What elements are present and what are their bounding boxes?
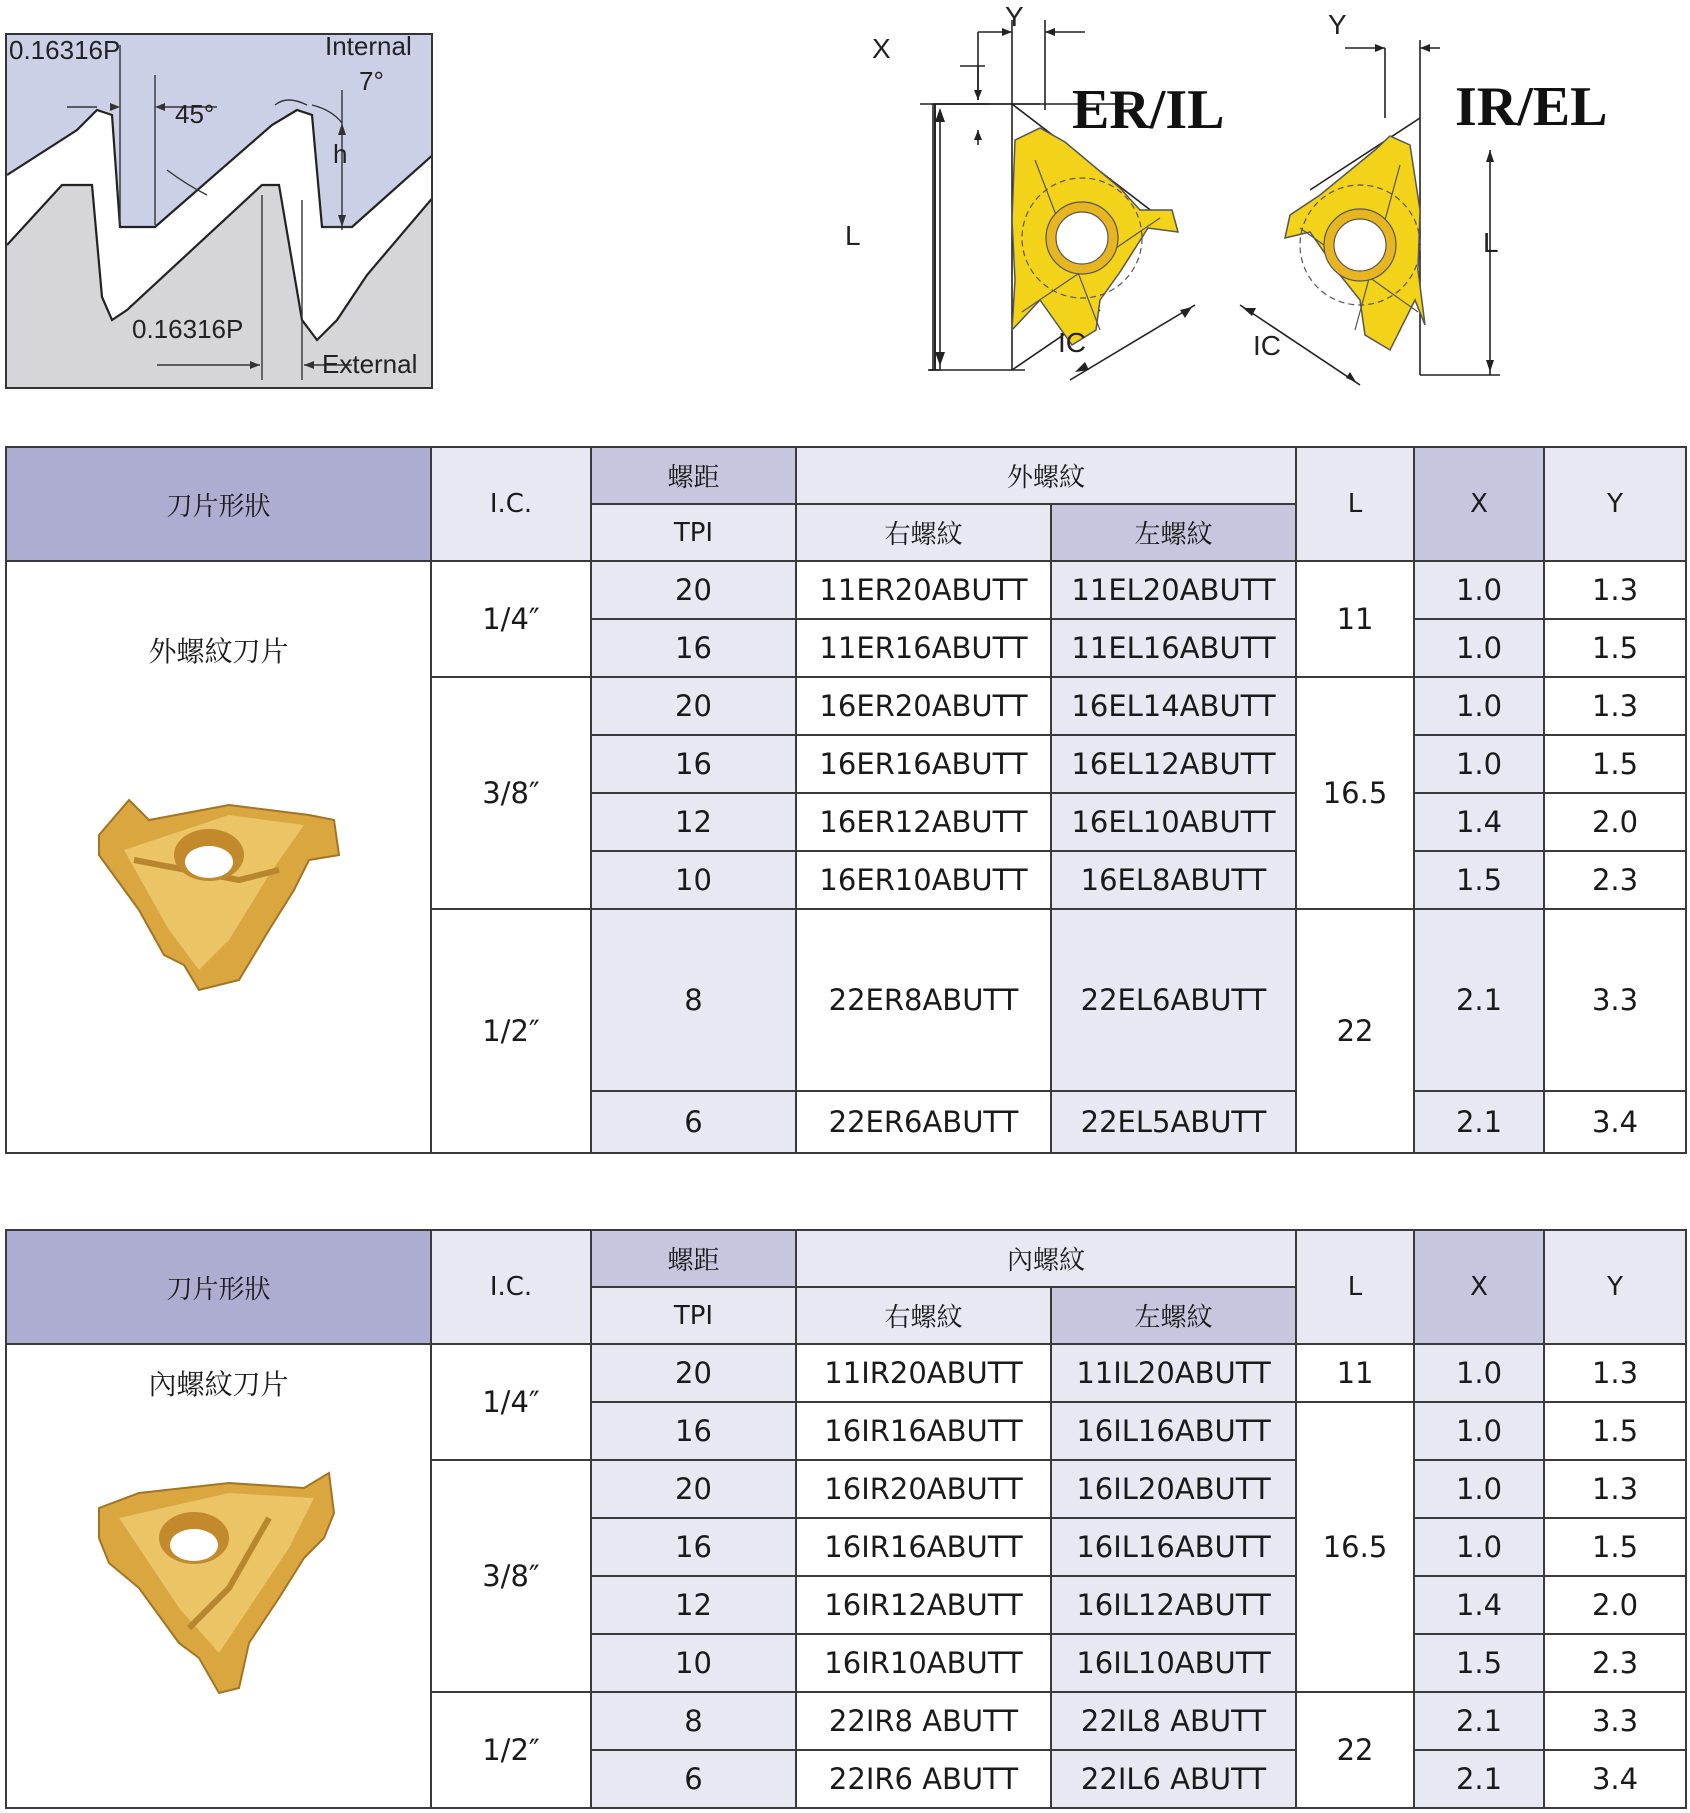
left-hand-cell: 22EL5ABUTT (1051, 1091, 1296, 1153)
right-hand-cell: 16ER16ABUTT (796, 735, 1051, 793)
y-cell: 1.5 (1544, 1402, 1686, 1460)
right-hand-cell: 22ER8ABUTT (796, 909, 1051, 1091)
tpi-cell: 16 (591, 735, 796, 793)
angle-45-label: 45° (175, 99, 215, 129)
right-hand-cell: 11IR20ABUTT (796, 1344, 1051, 1402)
y-cell: 3.4 (1544, 1091, 1686, 1153)
ir-el-insert-drawing (1285, 136, 1425, 350)
tpi-header: TPI (591, 504, 796, 561)
h-label: h (333, 139, 348, 169)
er-il-title: ER/IL (1072, 79, 1225, 141)
ic-cell: 1/4″ (431, 1344, 591, 1460)
ic-dim-label-left: IC (1058, 327, 1086, 358)
internal-insert-image (79, 1468, 359, 1708)
left-hand-cell: 16EL14ABUTT (1051, 677, 1296, 735)
l-header: L (1296, 447, 1414, 561)
ic-cell: 3/8″ (431, 1460, 591, 1692)
ic-dim-label-right: IC (1253, 330, 1281, 361)
er-il-insert-drawing (1012, 128, 1178, 345)
ir-el-title: IR/EL (1455, 76, 1608, 138)
tpi-cell: 8 (591, 1692, 796, 1750)
left-hand-cell: 11EL16ABUTT (1051, 619, 1296, 677)
pitch-top-label: 0.16316P (9, 35, 121, 65)
insert-dimension-diagram (800, 0, 1660, 400)
y-cell: 3.4 (1544, 1750, 1686, 1808)
pitch-bottom-label: 0.16316P (132, 314, 244, 344)
l-dim-label-left: L (845, 220, 861, 251)
angle-7-label: 7° (359, 66, 384, 96)
left-hand-cell: 16IL12ABUTT (1051, 1576, 1296, 1634)
l-cell: 22 (1296, 909, 1414, 1153)
l-cell: 22 (1296, 1692, 1414, 1808)
left-hand-cell: 16EL12ABUTT (1051, 735, 1296, 793)
internal-label: Internal (325, 35, 412, 61)
left-hand-cell: 22EL6ABUTT (1051, 909, 1296, 1091)
x-cell: 1.0 (1414, 735, 1544, 793)
right-hand-header: 右螺紋 (796, 1287, 1051, 1344)
right-hand-cell: 16ER12ABUTT (796, 793, 1051, 851)
thread-profile-drawing (7, 35, 433, 389)
right-hand-cell: 22ER6ABUTT (796, 1091, 1051, 1153)
tpi-cell: 20 (591, 677, 796, 735)
tpi-header: TPI (591, 1287, 796, 1344)
y-cell: 1.3 (1544, 1344, 1686, 1402)
x-header: X (1414, 447, 1544, 561)
tpi-cell: 16 (591, 619, 796, 677)
x-header: X (1414, 1230, 1544, 1344)
left-hand-cell: 11EL20ABUTT (1051, 561, 1296, 619)
shape-header: 刀片形狀 (6, 447, 431, 561)
x-cell: 2.1 (1414, 1750, 1544, 1808)
tpi-cell: 20 (591, 561, 796, 619)
tpi-cell: 20 (591, 1344, 796, 1402)
tpi-cell: 8 (591, 909, 796, 1091)
shape-header: 刀片形狀 (6, 1230, 431, 1344)
right-hand-header: 右螺紋 (796, 504, 1051, 561)
left-hand-cell: 16EL8ABUTT (1051, 851, 1296, 909)
right-hand-cell: 16IR12ABUTT (796, 1576, 1051, 1634)
y-cell: 1.3 (1544, 1460, 1686, 1518)
ic-cell: 1/4″ (431, 561, 591, 677)
tpi-cell: 6 (591, 1091, 796, 1153)
right-hand-cell: 16IR20ABUTT (796, 1460, 1051, 1518)
right-hand-cell: 16IR10ABUTT (796, 1634, 1051, 1692)
pitch-header: 螺距 (591, 447, 796, 504)
left-hand-cell: 11IL20ABUTT (1051, 1344, 1296, 1402)
tpi-cell: 20 (591, 1460, 796, 1518)
x-cell: 1.0 (1414, 1344, 1544, 1402)
l-header: L (1296, 1230, 1414, 1344)
left-hand-cell: 16IL16ABUTT (1051, 1518, 1296, 1576)
x-cell: 1.0 (1414, 619, 1544, 677)
x-cell: 1.0 (1414, 1518, 1544, 1576)
x-cell: 2.1 (1414, 909, 1544, 1091)
x-cell: 2.1 (1414, 1091, 1544, 1153)
y-cell: 2.0 (1544, 1576, 1686, 1634)
x-cell: 1.4 (1414, 1576, 1544, 1634)
right-hand-cell: 16ER20ABUTT (796, 677, 1051, 735)
y-cell: 1.5 (1544, 1518, 1686, 1576)
right-hand-cell: 22IR6 ABUTT (796, 1750, 1051, 1808)
l-dim-label-right: L (1483, 227, 1499, 258)
left-hand-cell: 16EL10ABUTT (1051, 793, 1296, 851)
y-cell: 1.3 (1544, 561, 1686, 619)
shape-cell (6, 561, 431, 1153)
left-hand-cell: 16IL20ABUTT (1051, 1460, 1296, 1518)
y-dim-label-right: Y (1328, 9, 1347, 40)
x-cell: 1.0 (1414, 677, 1544, 735)
external-insert-image (79, 780, 359, 1020)
x-cell: 2.1 (1414, 1692, 1544, 1750)
x-cell: 1.4 (1414, 793, 1544, 851)
l-cell: 11 (1296, 1344, 1414, 1402)
internal-thread-table (5, 1229, 1687, 1809)
x-dim-label: X (872, 33, 891, 64)
left-hand-cell: 22IL6 ABUTT (1051, 1750, 1296, 1808)
ic-cell: 3/8″ (431, 677, 591, 909)
y-cell: 2.3 (1544, 851, 1686, 909)
pitch-header: 螺距 (591, 1230, 796, 1287)
y-cell: 1.5 (1544, 619, 1686, 677)
y-header: Y (1544, 447, 1686, 561)
left-hand-header: 左螺紋 (1051, 1287, 1296, 1344)
y-cell: 2.3 (1544, 1634, 1686, 1692)
external-label: External (322, 349, 418, 379)
thread-profile-diagram (5, 33, 433, 389)
y-cell: 1.3 (1544, 677, 1686, 735)
y-dim-label-left: Y (1005, 1, 1024, 32)
x-cell: 1.0 (1414, 1460, 1544, 1518)
table-row (6, 561, 1686, 619)
left-hand-cell: 16IL10ABUTT (1051, 1634, 1296, 1692)
ic-cell: 1/2″ (431, 1692, 591, 1808)
tpi-cell: 16 (591, 1518, 796, 1576)
thread-group-header: 外螺紋 (796, 447, 1296, 504)
l-cell: 16.5 (1296, 677, 1414, 909)
tpi-cell: 12 (591, 793, 796, 851)
right-hand-cell: 11ER16ABUTT (796, 619, 1051, 677)
l-cell: 11 (1296, 561, 1414, 677)
right-hand-cell: 16IR16ABUTT (796, 1518, 1051, 1576)
x-cell: 1.0 (1414, 561, 1544, 619)
right-hand-cell: 16ER10ABUTT (796, 851, 1051, 909)
x-cell: 1.5 (1414, 1634, 1544, 1692)
ic-header: I.C. (431, 1230, 591, 1344)
thread-group-header: 內螺紋 (796, 1230, 1296, 1287)
y-header: Y (1544, 1230, 1686, 1344)
ic-cell: 1/2″ (431, 909, 591, 1153)
ic-header: I.C. (431, 447, 591, 561)
y-cell: 2.0 (1544, 793, 1686, 851)
tpi-cell: 12 (591, 1576, 796, 1634)
external-insert-label: 外螺紋刀片 (148, 635, 289, 668)
l-cell: 16.5 (1296, 1402, 1414, 1692)
right-hand-cell: 11ER20ABUTT (796, 561, 1051, 619)
table-row (6, 1344, 1686, 1402)
right-hand-cell: 22IR8 ABUTT (796, 1692, 1051, 1750)
left-hand-cell: 16IL16ABUTT (1051, 1402, 1296, 1460)
tpi-cell: 6 (591, 1750, 796, 1808)
external-thread-table (5, 446, 1687, 1154)
x-cell: 1.0 (1414, 1402, 1544, 1460)
shape-cell (6, 1344, 431, 1808)
y-cell: 3.3 (1544, 1692, 1686, 1750)
y-cell: 1.5 (1544, 735, 1686, 793)
right-hand-cell: 16IR16ABUTT (796, 1402, 1051, 1460)
tpi-cell: 16 (591, 1402, 796, 1460)
left-hand-cell: 22IL8 ABUTT (1051, 1692, 1296, 1750)
internal-insert-label: 內螺紋刀片 (148, 1368, 289, 1401)
x-cell: 1.5 (1414, 851, 1544, 909)
tpi-cell: 10 (591, 1634, 796, 1692)
left-hand-header: 左螺紋 (1051, 504, 1296, 561)
tpi-cell: 10 (591, 851, 796, 909)
y-cell: 3.3 (1544, 909, 1686, 1091)
